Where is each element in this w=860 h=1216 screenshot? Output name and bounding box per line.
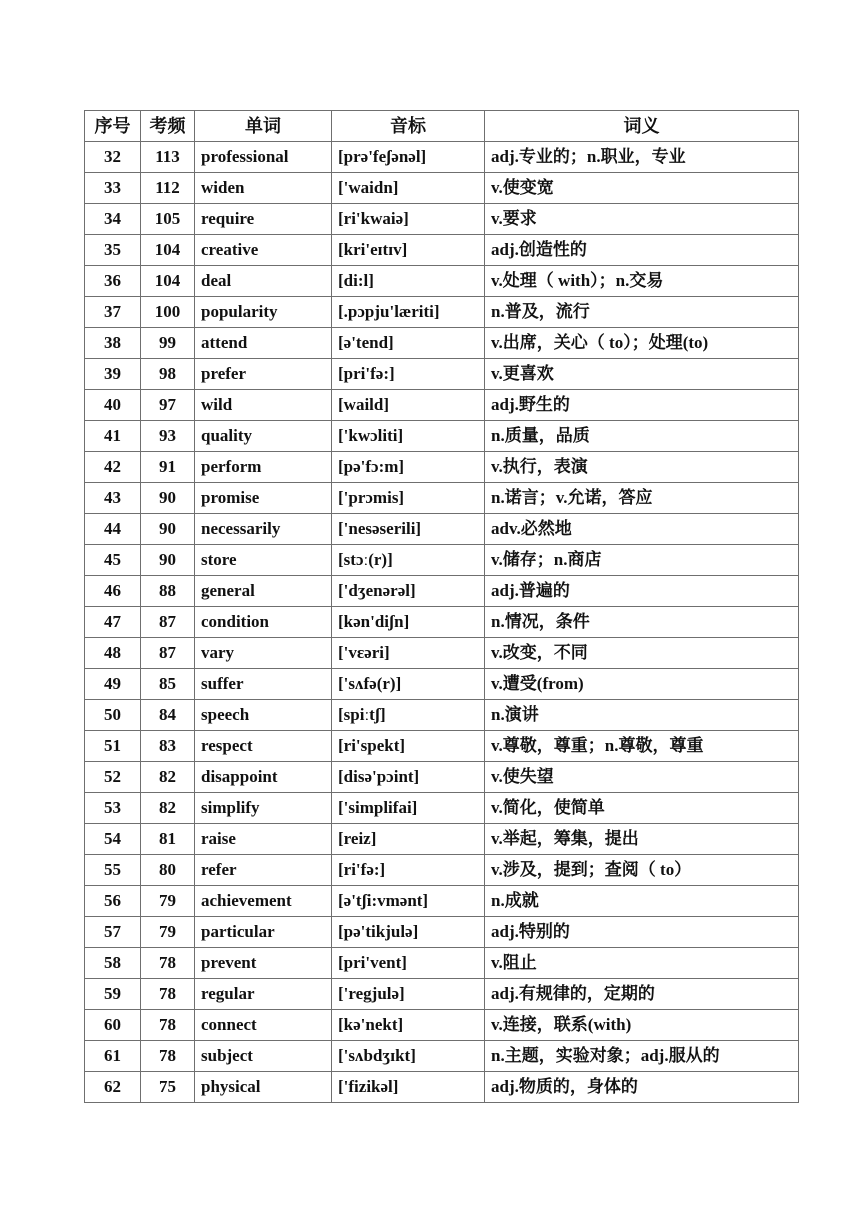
table-row (85, 762, 799, 793)
cell-phonetic: [pə'tikjulə] (332, 917, 485, 948)
cell-word: general (195, 576, 332, 607)
cell-word: subject (195, 1041, 332, 1072)
cell-word: achievement (195, 886, 332, 917)
cell-index: 35 (85, 235, 141, 266)
cell-meaning: v.连接，联系(with) (485, 1010, 799, 1041)
cell-meaning: v.出席，关心（ to）；处理(to) (485, 328, 799, 359)
cell-frequency: 78 (141, 948, 195, 979)
cell-phonetic: ['regjulə] (332, 979, 485, 1010)
cell-frequency: 113 (141, 142, 195, 173)
cell-meaning: adj.物质的，身体的 (485, 1072, 799, 1103)
cell-frequency: 104 (141, 266, 195, 297)
table-row (85, 421, 799, 452)
cell-frequency: 90 (141, 483, 195, 514)
cell-index: 37 (85, 297, 141, 328)
cell-word: respect (195, 731, 332, 762)
cell-frequency: 93 (141, 421, 195, 452)
cell-meaning: v.执行，表演 (485, 452, 799, 483)
cell-meaning: v.涉及，提到；查阅（ to） (485, 855, 799, 886)
cell-frequency: 80 (141, 855, 195, 886)
table-row (85, 700, 799, 731)
table-row (85, 545, 799, 576)
cell-phonetic: ['nesəserili] (332, 514, 485, 545)
cell-phonetic: ['simplifai] (332, 793, 485, 824)
cell-word: condition (195, 607, 332, 638)
table-row (85, 1041, 799, 1072)
cell-frequency: 79 (141, 917, 195, 948)
table-row (85, 297, 799, 328)
cell-meaning: v.处理（ with）；n.交易 (485, 266, 799, 297)
table-row (85, 855, 799, 886)
table-row (85, 576, 799, 607)
cell-meaning: v.使变宽 (485, 173, 799, 204)
cell-meaning: v.要求 (485, 204, 799, 235)
table-row (85, 886, 799, 917)
cell-frequency: 98 (141, 359, 195, 390)
cell-index: 62 (85, 1072, 141, 1103)
cell-frequency: 78 (141, 979, 195, 1010)
cell-meaning: v.举起，筹集，提出 (485, 824, 799, 855)
cell-word: wild (195, 390, 332, 421)
header-word: 单词 (195, 111, 332, 142)
cell-index: 47 (85, 607, 141, 638)
cell-frequency: 99 (141, 328, 195, 359)
cell-frequency: 78 (141, 1041, 195, 1072)
table-row (85, 793, 799, 824)
cell-meaning: v.使失望 (485, 762, 799, 793)
table-body (85, 142, 799, 1103)
header-frequency: 考频 (141, 111, 195, 142)
cell-word: deal (195, 266, 332, 297)
cell-meaning: n.成就 (485, 886, 799, 917)
cell-phonetic: ['vɛəri] (332, 638, 485, 669)
cell-word: popularity (195, 297, 332, 328)
cell-word: creative (195, 235, 332, 266)
cell-frequency: 97 (141, 390, 195, 421)
cell-word: attend (195, 328, 332, 359)
cell-index: 56 (85, 886, 141, 917)
cell-phonetic: [waild] (332, 390, 485, 421)
cell-word: professional (195, 142, 332, 173)
cell-frequency: 84 (141, 700, 195, 731)
cell-word: promise (195, 483, 332, 514)
cell-index: 43 (85, 483, 141, 514)
cell-meaning: adj.普遍的 (485, 576, 799, 607)
cell-index: 40 (85, 390, 141, 421)
cell-phonetic: ['prɔmis] (332, 483, 485, 514)
cell-index: 42 (85, 452, 141, 483)
cell-phonetic: [kə'nekt] (332, 1010, 485, 1041)
cell-frequency: 75 (141, 1072, 195, 1103)
table-row (85, 452, 799, 483)
header-meaning: 词义 (485, 111, 799, 142)
cell-index: 45 (85, 545, 141, 576)
table-row (85, 669, 799, 700)
cell-word: prevent (195, 948, 332, 979)
cell-word: necessarily (195, 514, 332, 545)
cell-frequency: 105 (141, 204, 195, 235)
cell-meaning: v.储存；n.商店 (485, 545, 799, 576)
cell-word: vary (195, 638, 332, 669)
cell-frequency: 81 (141, 824, 195, 855)
table-row (85, 1010, 799, 1041)
cell-word: widen (195, 173, 332, 204)
cell-index: 49 (85, 669, 141, 700)
cell-meaning: n.情况，条件 (485, 607, 799, 638)
cell-word: disappoint (195, 762, 332, 793)
table-row (85, 514, 799, 545)
cell-meaning: v.更喜欢 (485, 359, 799, 390)
cell-index: 44 (85, 514, 141, 545)
table-row (85, 1072, 799, 1103)
cell-word: store (195, 545, 332, 576)
cell-index: 32 (85, 142, 141, 173)
cell-frequency: 83 (141, 731, 195, 762)
cell-index: 34 (85, 204, 141, 235)
cell-phonetic: [kən'diʃn] (332, 607, 485, 638)
cell-phonetic: ['fizikəl] (332, 1072, 485, 1103)
cell-word: prefer (195, 359, 332, 390)
cell-meaning: v.尊敬，尊重；n.尊敬，尊重 (485, 731, 799, 762)
cell-frequency: 112 (141, 173, 195, 204)
cell-word: speech (195, 700, 332, 731)
cell-index: 50 (85, 700, 141, 731)
table-row (85, 948, 799, 979)
cell-frequency: 78 (141, 1010, 195, 1041)
cell-word: physical (195, 1072, 332, 1103)
cell-index: 59 (85, 979, 141, 1010)
cell-meaning: n.主题，实验对象；adj.服从的 (485, 1041, 799, 1072)
cell-phonetic: [ə'tʃi:vmənt] (332, 886, 485, 917)
cell-frequency: 88 (141, 576, 195, 607)
cell-phonetic: ['dʒenərəl] (332, 576, 485, 607)
cell-frequency: 100 (141, 297, 195, 328)
cell-phonetic: ['kwɔliti] (332, 421, 485, 452)
cell-frequency: 104 (141, 235, 195, 266)
table-row (85, 359, 799, 390)
table-row (85, 266, 799, 297)
cell-frequency: 87 (141, 638, 195, 669)
cell-index: 38 (85, 328, 141, 359)
cell-frequency: 82 (141, 793, 195, 824)
cell-index: 53 (85, 793, 141, 824)
cell-meaning: n.诺言；v.允诺，答应 (485, 483, 799, 514)
cell-meaning: adj.有规律的，定期的 (485, 979, 799, 1010)
cell-word: simplify (195, 793, 332, 824)
cell-index: 39 (85, 359, 141, 390)
cell-meaning: adj.创造性的 (485, 235, 799, 266)
table-row (85, 917, 799, 948)
cell-phonetic: [prə'feʃənəl] (332, 142, 485, 173)
cell-index: 60 (85, 1010, 141, 1041)
cell-frequency: 79 (141, 886, 195, 917)
table-row (85, 638, 799, 669)
cell-phonetic: [ə'tend] (332, 328, 485, 359)
cell-meaning: v.简化，使简单 (485, 793, 799, 824)
table-row (85, 483, 799, 514)
cell-phonetic: [ri'spekt] (332, 731, 485, 762)
cell-frequency: 91 (141, 452, 195, 483)
table-row (85, 979, 799, 1010)
table-row (85, 328, 799, 359)
cell-index: 48 (85, 638, 141, 669)
cell-meaning: n.普及，流行 (485, 297, 799, 328)
cell-word: raise (195, 824, 332, 855)
cell-phonetic: ['sʌbdʒɪkt] (332, 1041, 485, 1072)
cell-word: connect (195, 1010, 332, 1041)
table-row (85, 390, 799, 421)
cell-word: suffer (195, 669, 332, 700)
cell-word: require (195, 204, 332, 235)
cell-index: 51 (85, 731, 141, 762)
cell-phonetic: [pri'vent] (332, 948, 485, 979)
cell-phonetic: [spiːtʃ] (332, 700, 485, 731)
header-row (85, 111, 799, 142)
cell-word: perform (195, 452, 332, 483)
cell-frequency: 90 (141, 545, 195, 576)
cell-index: 52 (85, 762, 141, 793)
cell-phonetic: [.pɔpju'læriti] (332, 297, 485, 328)
cell-meaning: n.质量，品质 (485, 421, 799, 452)
cell-meaning: adv.必然地 (485, 514, 799, 545)
cell-word: quality (195, 421, 332, 452)
cell-index: 58 (85, 948, 141, 979)
header-phonetic: 音标 (332, 111, 485, 142)
table-row (85, 142, 799, 173)
cell-phonetic: [reiz] (332, 824, 485, 855)
cell-word: regular (195, 979, 332, 1010)
cell-meaning: adj.特别的 (485, 917, 799, 948)
table-header (85, 111, 799, 142)
cell-meaning: v.改变，不同 (485, 638, 799, 669)
cell-phonetic: [ri'fə:] (332, 855, 485, 886)
cell-phonetic: [disə'pɔint] (332, 762, 485, 793)
cell-phonetic: [di:l] (332, 266, 485, 297)
cell-meaning: adj.专业的；n.职业，专业 (485, 142, 799, 173)
table-row (85, 204, 799, 235)
cell-frequency: 82 (141, 762, 195, 793)
table-row (85, 731, 799, 762)
cell-index: 54 (85, 824, 141, 855)
cell-phonetic: ['sʌfə(r)] (332, 669, 485, 700)
table-row (85, 235, 799, 266)
cell-phonetic: ['waidn] (332, 173, 485, 204)
cell-index: 36 (85, 266, 141, 297)
cell-phonetic: [stɔː(r)] (332, 545, 485, 576)
table-row (85, 824, 799, 855)
cell-index: 55 (85, 855, 141, 886)
cell-frequency: 87 (141, 607, 195, 638)
table-row (85, 173, 799, 204)
cell-word: refer (195, 855, 332, 886)
cell-index: 41 (85, 421, 141, 452)
cell-meaning: adj.野生的 (485, 390, 799, 421)
cell-index: 57 (85, 917, 141, 948)
vocabulary-table (84, 110, 799, 1103)
cell-index: 33 (85, 173, 141, 204)
cell-meaning: v.阻止 (485, 948, 799, 979)
cell-meaning: n.演讲 (485, 700, 799, 731)
table-row (85, 607, 799, 638)
cell-phonetic: [ri'kwaiə] (332, 204, 485, 235)
cell-meaning: v.遭受(from) (485, 669, 799, 700)
cell-index: 46 (85, 576, 141, 607)
cell-frequency: 90 (141, 514, 195, 545)
header-index: 序号 (85, 111, 141, 142)
cell-frequency: 85 (141, 669, 195, 700)
cell-phonetic: [pri'fə:] (332, 359, 485, 390)
cell-phonetic: [kri'eɪtɪv] (332, 235, 485, 266)
cell-word: particular (195, 917, 332, 948)
cell-index: 61 (85, 1041, 141, 1072)
cell-phonetic: [pə'fɔ:m] (332, 452, 485, 483)
